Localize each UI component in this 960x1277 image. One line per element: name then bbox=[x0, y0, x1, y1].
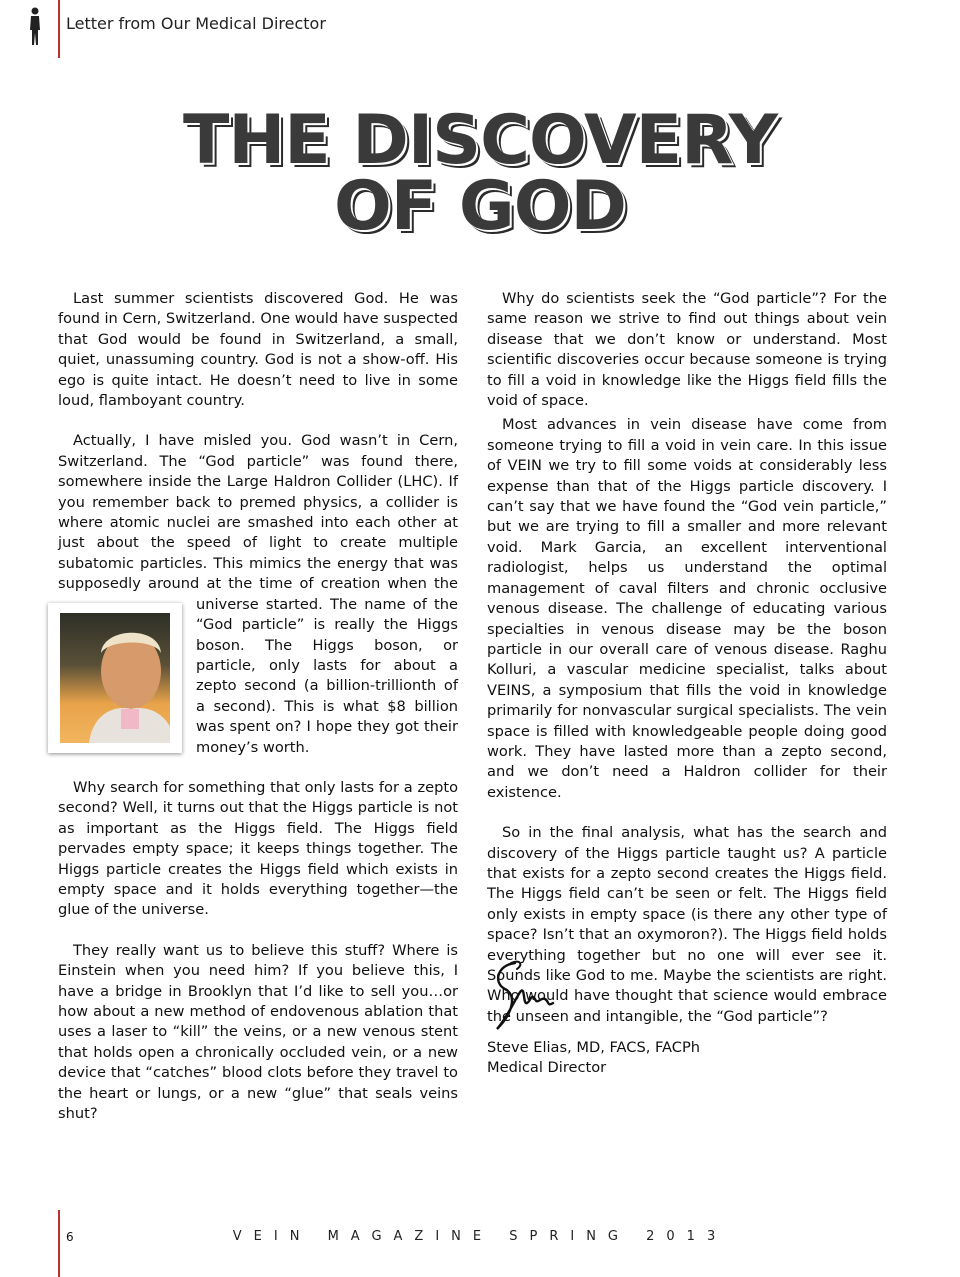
right-column bbox=[487, 289, 887, 1027]
paragraph-text-part-1: Actually, I have misled you. God wasn’t in Cern, Switzerland. The “God particle” was found there, somewhere inside the Large Haldron Collider (LHC). If you remember back to premed physics, a collider is where atomic nuclei are smashed into each other at just about the speed of light to create multiple subatomic particles. This mimics the energy that was supposedly around at the time of creation bbox=[58, 432, 458, 593]
title-line-2: OF GOD bbox=[334, 167, 626, 246]
page-number: 6 bbox=[66, 1230, 74, 1244]
author-name: Steve Elias, MD, FACS, FACPh bbox=[487, 1039, 701, 1056]
person-silhouette-icon bbox=[24, 6, 46, 46]
article-title bbox=[0, 101, 960, 246]
author-role: Medical Director bbox=[487, 1059, 607, 1077]
author-photo bbox=[48, 603, 182, 753]
signature bbox=[487, 955, 567, 1035]
section-label: Letter from Our Medical Director bbox=[66, 14, 326, 33]
paragraph: Most advances in vein disease have come from someone trying to fill a void in vein care. In this issue of VEIN we try to fill some voids at considerably less expense than that of the Higgs particle discovery. I can’t say that we have found the “God vein particle,” but we are trying to fill a smaller and more relevant void. Mark Garcia, an excellent interventional radiologist, helps us understand the optimal management of caval filters and chronic occlusive venous disease. The challenge of educating various specialties in venous disease may be the boson particle in our overall care of venous disease. Raghu Kolluri, a vascular medicine specialist, talks about VEINS, a symposium that fills the void in knowledge primarily for nonvascular surgical specialists. The vein space is filled with knowledgeable people doing good work. They have lasted more than a zepto second, and we don’t need a Haldron collider for their existence. bbox=[487, 416, 887, 801]
paragraph: Last summer scientists discovered God. He was found in Cern, Switzerland. One would have suspected that God would be found in Switzerland, a small, quiet, unassuming country. God is not a show-off. His ego is quite intact. He doesn’t need to live in some loud, flamboyant country. bbox=[58, 290, 458, 410]
magazine-footer: VEIN MAGAZINE SPRING 2013 bbox=[232, 1229, 728, 1244]
paragraph: So in the final analysis, what has the search and discovery of the Higgs particle taught us? A particle that exists for a zepto second creates the Higgs field. The Higgs field can’t be seen or felt. The Higgs field only exists in empty space (is there any other type of space? Isn’t that an oxymoron?). The Higgs field holds everything together but no one will ever see it. Sounds like God to me. Maybe the scientists are right. Who would have thought that science would embrace the unseen and intangible, the “God particle”? bbox=[487, 824, 887, 1025]
paragraph-text-part-2: when the universe started. The name of the “God particle” is really the Higgs boson. The Higgs boson, or particle, only lasts for about a zepto second (a billion-trillionth of a second). This is what $8 billion was spent on? I hope they got their money’s worth. bbox=[196, 575, 458, 756]
paragraph: Why search for something that only lasts for a zepto second? Well, it turns out that the Higgs particle is not as important as the Higgs field. The Higgs field pervades empty space; it keeps things together. The Higgs particle creates the Higgs field which exists in empty space and it holds everything together—the glue of the universe. bbox=[58, 778, 458, 919]
left-column bbox=[58, 289, 458, 1124]
paragraph bbox=[58, 431, 458, 758]
author-portrait-image bbox=[60, 613, 170, 743]
paragraph: Why do scientists seek the “God particle”? For the same reason we strive to find out things about vein disease that we don’t know or understand. Most scientific discoveries occur because someone is trying to fill a void in knowledge like the Higgs field fills the void of space. bbox=[487, 290, 887, 410]
paragraph-with-photo bbox=[58, 431, 458, 758]
paragraph: They really want us to believe this stuff? Where is Einstein when you need him? If you believe this, I have a bridge in Brooklyn that I’d like to sell you…or how about a new method of endovenous ablation that uses a laser to “kill” the veins, or a new venous stent that holds open a chronically occluded vein, or a new device that “catches” blood clots before they travel to the heart or lungs, or a new “glue” that seals veins shut? bbox=[58, 941, 458, 1123]
header-rule bbox=[58, 0, 60, 58]
title-line-1: THE DISCOVERY bbox=[183, 101, 777, 180]
signature-block bbox=[487, 1038, 700, 1079]
